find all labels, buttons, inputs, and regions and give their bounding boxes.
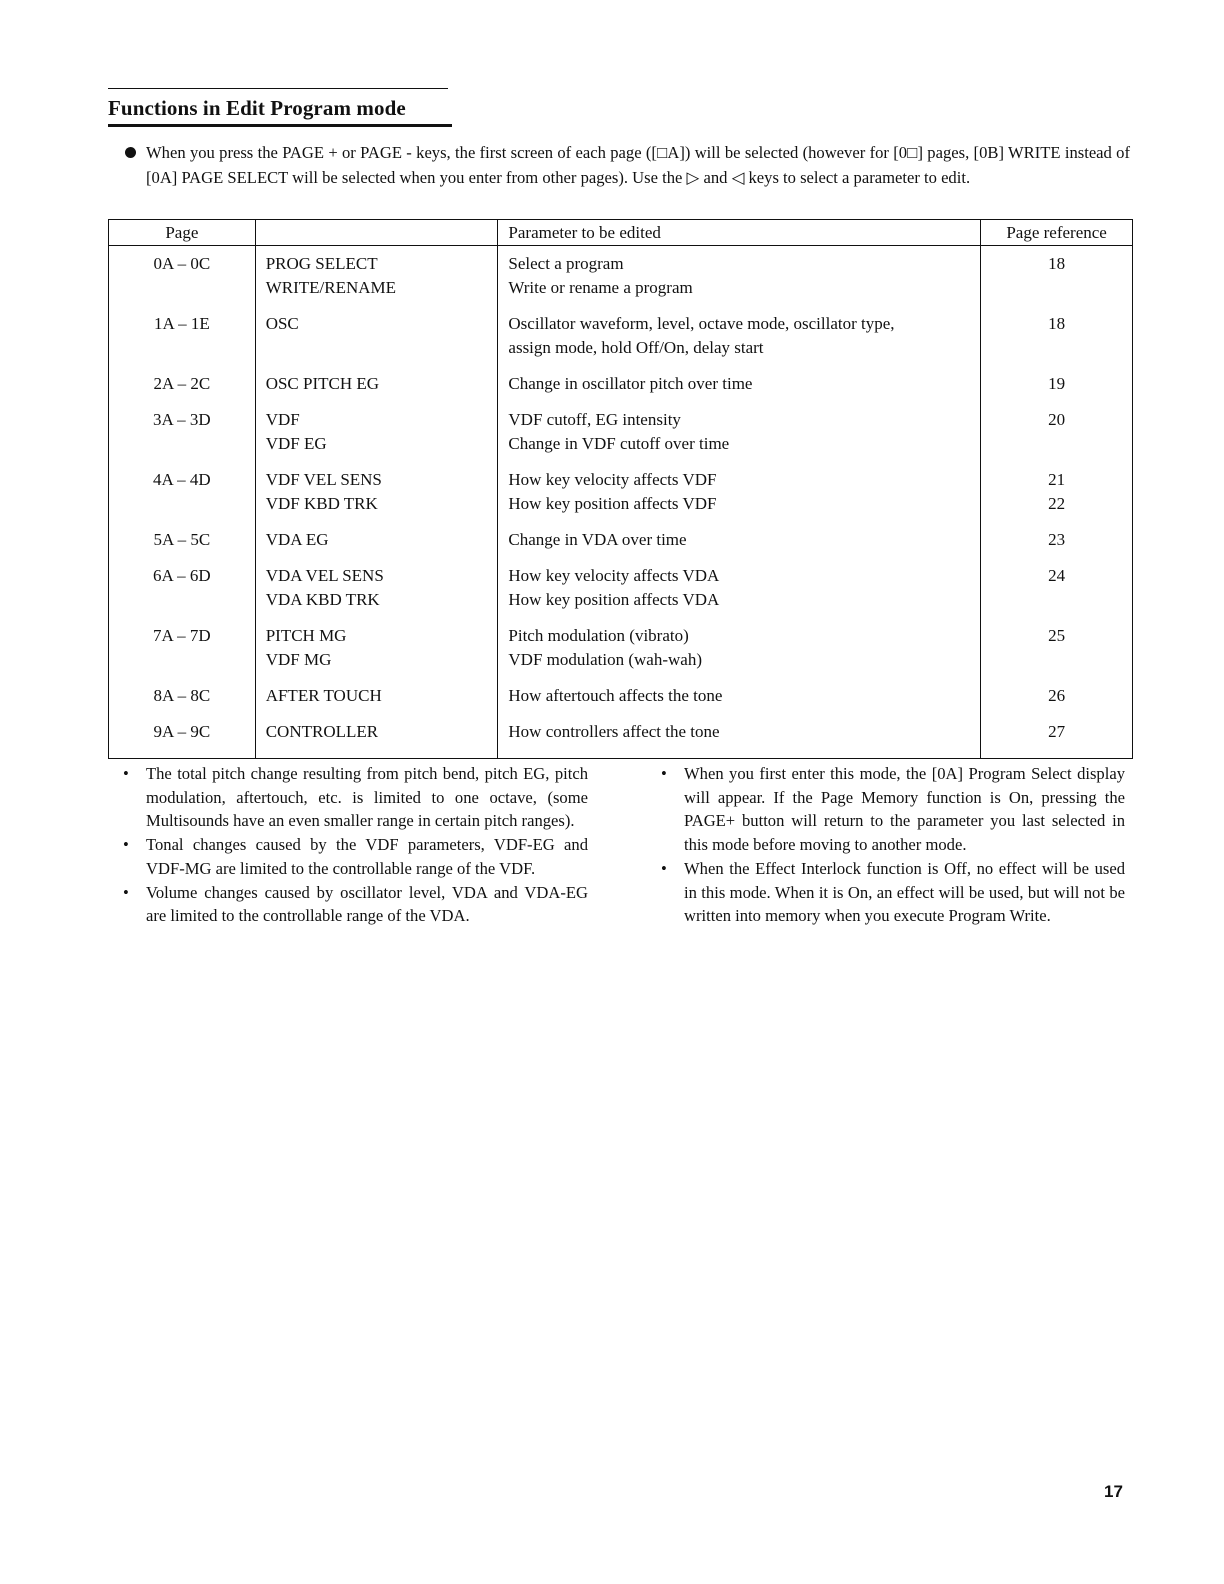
cell-page-reference-line: 23 — [1048, 530, 1066, 549]
cell-parameter-line: How key position affects VDA — [508, 590, 720, 609]
cell-function — [255, 402, 498, 462]
notes-left-list — [120, 762, 588, 928]
cell-parameter-line: How aftertouch affects the tone — [508, 686, 723, 705]
note-item — [120, 881, 588, 928]
cell-function — [255, 246, 498, 307]
cell-function-line: AFTER TOUCH — [265, 686, 382, 705]
cell-parameter-line: Change in VDA over time — [508, 530, 687, 549]
cell-parameter-line: Change in VDF cutoff over time — [508, 434, 730, 453]
notes-right-list — [658, 762, 1125, 928]
cell-page-reference — [981, 618, 1133, 678]
note-item — [658, 762, 1125, 857]
bullet-icon: • — [123, 764, 129, 783]
note-text: Tonal changes caused by the VDF parameters, VDF-EG and VDF-MG are limited to the controllable range of the VDF. — [146, 835, 588, 878]
note-item — [120, 762, 588, 833]
table-row — [109, 714, 1133, 759]
cell-function-line: VDF KBD TRK — [265, 494, 378, 513]
notes-left-column — [120, 762, 588, 928]
cell-page-reference-line: 20 — [1048, 410, 1066, 429]
intro-paragraph — [125, 141, 1130, 190]
header-parameter: Parameter to be edited — [498, 220, 981, 246]
cell-function — [255, 462, 498, 522]
cell-function-line: VDF — [265, 410, 300, 429]
table-header-row — [109, 220, 1133, 246]
table-row — [109, 306, 1133, 366]
heading-top-rule — [108, 88, 448, 89]
section-heading: Functions in Edit Program mode — [108, 96, 406, 120]
cell-function — [255, 558, 498, 618]
cell-parameter-line: assign mode, hold Off/On, delay start — [508, 338, 764, 357]
cell-page: 0A – 0C — [109, 246, 256, 307]
cell-page-reference — [981, 366, 1133, 402]
cell-page-reference-line: 27 — [1048, 722, 1066, 741]
cell-parameter-line: How controllers affect the tone — [508, 722, 720, 741]
cell-page-reference-line: 19 — [1048, 374, 1066, 393]
cell-page: 6A – 6D — [109, 558, 256, 618]
note-text: When you first enter this mode, the [0A] Program Select display will appear. If the Page Memory function is On, pressing the PAGE+ button will return to the parameter you last selected in this mode before moving to another mode. — [684, 764, 1125, 855]
cell-parameter-line: VDF cutoff, EG intensity — [508, 410, 681, 429]
cell-page-reference — [981, 246, 1133, 307]
bullet-icon — [125, 147, 136, 158]
cell-page: 8A – 8C — [109, 678, 256, 714]
cell-page-reference — [981, 306, 1133, 366]
cell-page-reference-line: 25 — [1048, 626, 1066, 645]
notes-right-column — [658, 762, 1125, 928]
cell-page: 5A – 5C — [109, 522, 256, 558]
note-text: The total pitch change resulting from pitch bend, pitch EG, pitch modulation, aftertouch, etc. is limited to one octave, (some Multisounds have an even smaller range in certain pitch ranges). — [146, 764, 588, 831]
bullet-icon: • — [661, 764, 667, 783]
cell-parameter — [498, 678, 981, 714]
header-function — [255, 220, 498, 246]
cell-function-line: VDA VEL SENS — [265, 566, 384, 585]
cell-parameter-line: How key velocity affects VDF — [508, 470, 717, 489]
cell-parameter-line: How key velocity affects VDA — [508, 566, 720, 585]
cell-page-reference-line: 18 — [1048, 314, 1066, 333]
cell-parameter — [498, 462, 981, 522]
cell-parameter-line: How key position affects VDF — [508, 494, 717, 513]
cell-function — [255, 678, 498, 714]
note-item — [658, 857, 1125, 928]
cell-function-line: OSC PITCH EG — [265, 374, 380, 393]
cell-function-line: PITCH MG — [265, 626, 347, 645]
cell-function-line: PROG SELECT — [265, 254, 378, 273]
cell-page: 7A – 7D — [109, 618, 256, 678]
cell-function-line: WRITE/RENAME — [265, 278, 397, 297]
bullet-icon: • — [123, 882, 129, 902]
cell-parameter-line: Oscillator waveform, level, octave mode, oscillator type, — [508, 314, 895, 333]
cell-parameter-line: VDF modulation (wah-wah) — [508, 650, 702, 669]
table-row — [109, 366, 1133, 402]
cell-page-reference — [981, 522, 1133, 558]
cell-parameter — [498, 714, 981, 759]
cell-function-line: VDF MG — [265, 650, 332, 669]
heading-bottom-rule — [108, 124, 452, 127]
table-row — [109, 462, 1133, 522]
cell-page: 1A – 1E — [109, 306, 256, 366]
table-row — [109, 558, 1133, 618]
table-row — [109, 522, 1133, 558]
cell-parameter — [498, 522, 981, 558]
cell-page: 4A – 4D — [109, 462, 256, 522]
parameter-table — [108, 219, 1133, 759]
page-number: 17 — [1104, 1482, 1123, 1501]
cell-parameter — [498, 366, 981, 402]
cell-function — [255, 618, 498, 678]
header-page: Page — [109, 220, 256, 246]
header-page-reference: Page reference — [981, 220, 1133, 246]
cell-function-line: VDF VEL SENS — [265, 470, 382, 489]
note-text: Volume changes caused by oscillator level, VDA and VDA-EG are limited to the controllable range of the VDA. — [146, 882, 588, 926]
cell-parameter — [498, 402, 981, 462]
note-text: When the Effect Interlock function is Off, no effect will be used in this mode. When it is On, an effect will be used, but will not be written into memory when you execute Program Write. — [684, 858, 1125, 926]
cell-parameter-line: Pitch modulation (vibrato) — [508, 626, 689, 645]
cell-page-reference — [981, 678, 1133, 714]
cell-function-line: CONTROLLER — [265, 722, 379, 741]
cell-function — [255, 306, 498, 366]
cell-function — [255, 714, 498, 759]
bullet-icon: • — [123, 835, 129, 855]
note-item — [120, 833, 588, 880]
cell-page-reference-line: 26 — [1048, 686, 1066, 705]
cell-function-line: VDA KBD TRK — [265, 590, 380, 609]
cell-page-reference-line: 24 — [1048, 566, 1066, 585]
table-row — [109, 402, 1133, 462]
cell-page-reference-line: 21 — [1048, 470, 1066, 489]
cell-parameter — [498, 306, 981, 366]
cell-function — [255, 366, 498, 402]
cell-parameter-line: Change in oscillator pitch over time — [508, 374, 753, 393]
cell-function — [255, 522, 498, 558]
table-row — [109, 618, 1133, 678]
table-row — [109, 246, 1133, 307]
cell-page: 9A – 9C — [109, 714, 256, 759]
cell-parameter — [498, 246, 981, 307]
cell-page-reference-line: 18 — [1048, 254, 1066, 273]
cell-page-reference — [981, 714, 1133, 759]
cell-function-line: OSC — [265, 314, 299, 333]
cell-page: 2A – 2C — [109, 366, 256, 402]
section-heading-block — [108, 88, 452, 127]
cell-function-line: VDF EG — [265, 434, 327, 453]
cell-page-reference-line: 22 — [1048, 494, 1066, 513]
cell-page-reference — [981, 462, 1133, 522]
cell-parameter — [498, 558, 981, 618]
table-row — [109, 678, 1133, 714]
cell-parameter-line: Select a program — [508, 254, 624, 273]
cell-function-line: VDA EG — [265, 530, 329, 549]
intro-text: When you press the PAGE + or PAGE - keys, the first screen of each page ([□A]) will be selected (however for [0□] pages, [0B] WRITE instead of [0A] PAGE SELECT will be selected when you enter from other pages). Use the ▷ and ◁ keys to select a parameter to edit. — [146, 143, 1130, 187]
cell-page-reference — [981, 402, 1133, 462]
table-body — [109, 246, 1133, 759]
bullet-icon: • — [661, 858, 667, 878]
cell-parameter-line: Write or rename a program — [508, 278, 693, 297]
cell-parameter — [498, 618, 981, 678]
cell-page-reference — [981, 558, 1133, 618]
cell-page: 3A – 3D — [109, 402, 256, 462]
